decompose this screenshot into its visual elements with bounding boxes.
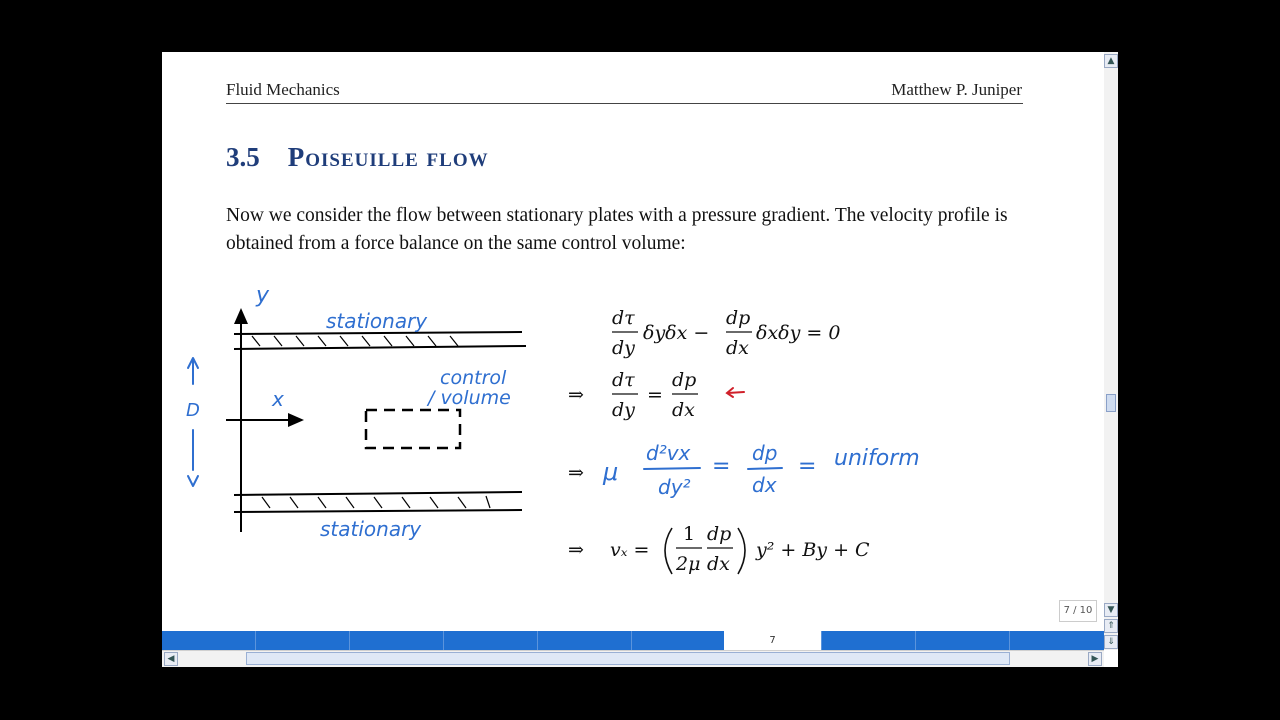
page-tab[interactable] [1009, 631, 1104, 650]
eq3-uniform: uniform [834, 446, 920, 471]
scroll-down-icon[interactable]: ▼ [1104, 603, 1118, 617]
vertical-scroll-thumb[interactable] [1106, 394, 1116, 412]
page-up-icon[interactable]: ⇑ [1104, 619, 1118, 633]
eq2-dp: dp [672, 369, 697, 391]
label-y: y [256, 283, 270, 308]
top-plate-hatching [252, 336, 458, 346]
page-indicator: 7 / 10 [1059, 600, 1097, 622]
page-tab[interactable] [631, 631, 725, 650]
page-tab[interactable] [349, 631, 443, 650]
document-viewer [162, 52, 1118, 667]
label-volume: / volume [428, 387, 511, 409]
channel-diagram [186, 283, 526, 541]
eq1-dx: dx [726, 337, 749, 359]
eq1-dp: dp [726, 307, 751, 329]
body-paragraph: Now we consider the flow between stationary plates with a pressure gradient. The velocity profile is obtained from a force balance on the same control volume: [226, 205, 1008, 254]
eq4-dp: dp [707, 523, 732, 545]
equation-3 [568, 441, 920, 499]
eq4-left-paren [665, 528, 672, 574]
eq3-implies: ⇒ [568, 462, 584, 484]
scroll-left-icon[interactable]: ◀ [164, 652, 178, 666]
eq4-two-mu: 2μ [676, 553, 701, 575]
label-stationary-bottom: stationary [320, 517, 422, 541]
eq3-dx: dx [752, 473, 777, 497]
y-axis-arrowhead [234, 308, 248, 324]
document-page [162, 52, 1104, 646]
eq3-fraction-bar [644, 468, 700, 469]
header-course-title: Fluid Mechanics [226, 80, 340, 99]
equation-1 [612, 307, 840, 359]
label-stationary-top: stationary [326, 309, 428, 333]
figure-and-equations [162, 52, 1104, 630]
section-number: 3.5 [226, 142, 260, 172]
eq3-dp-bar [748, 468, 782, 469]
control-volume-box [366, 410, 460, 448]
eq1-dtau: dτ [612, 307, 635, 329]
eq3-num: d²vx [646, 441, 691, 465]
eq3-equals: = [712, 454, 731, 479]
eq1-dy: dy [612, 337, 635, 359]
label-control: control [440, 367, 507, 389]
eq3-dp: dp [752, 441, 778, 465]
bottom-plate-lower [234, 510, 522, 512]
horizontal-scroll-thumb[interactable] [246, 652, 1010, 665]
eq2-implies: ⇒ [568, 384, 584, 406]
scroll-up-icon[interactable]: ▲ [1104, 54, 1118, 68]
eq3-mu: μ [603, 458, 619, 486]
x-arrowhead [288, 413, 304, 427]
page-tab[interactable] [821, 631, 915, 650]
page-down-icon[interactable]: ⇓ [1104, 635, 1118, 649]
eq3-den: dy² [658, 475, 691, 499]
label-x: x [272, 387, 284, 411]
eq4-implies: ⇒ [568, 539, 584, 561]
bottom-plate-upper [234, 492, 522, 495]
eq1-rest-b: δxδy = 0 [756, 322, 841, 344]
eq2-dtau: dτ [612, 369, 635, 391]
red-arrow-icon [727, 388, 744, 397]
page-tab[interactable] [915, 631, 1009, 650]
page-tab[interactable] [255, 631, 349, 650]
eq2-equals: = [647, 384, 663, 406]
eq3-equals-2: = [798, 454, 817, 479]
header-author: Matthew P. Juniper [891, 80, 1022, 99]
scroll-right-icon[interactable]: ▶ [1088, 652, 1102, 666]
page-tab[interactable] [537, 631, 631, 650]
bottom-plate-hatching [262, 496, 490, 508]
page-tab-bar [162, 631, 1104, 650]
eq4-right-paren [738, 528, 745, 574]
eq4-one: 1 [683, 523, 696, 545]
eq1-rest-a: δyδx − [643, 322, 710, 344]
eq2-dy: dy [612, 399, 635, 421]
label-D: D [186, 400, 200, 421]
section-title: Poiseuille flow [287, 142, 489, 172]
eq4-vx: vₓ = [610, 539, 650, 561]
D-arrowhead-bottom [188, 476, 198, 486]
top-plate-lower [234, 346, 526, 349]
page-tab-active[interactable]: 7 [724, 631, 821, 650]
equation-2 [568, 369, 744, 421]
eq2-dx: dx [672, 399, 695, 421]
page-tab[interactable] [443, 631, 537, 650]
equation-4 [568, 523, 870, 575]
eq4-dx: dx [707, 553, 730, 575]
eq4-tail: y² + By + C [756, 539, 870, 561]
vertical-scrollbar[interactable] [1104, 52, 1118, 650]
